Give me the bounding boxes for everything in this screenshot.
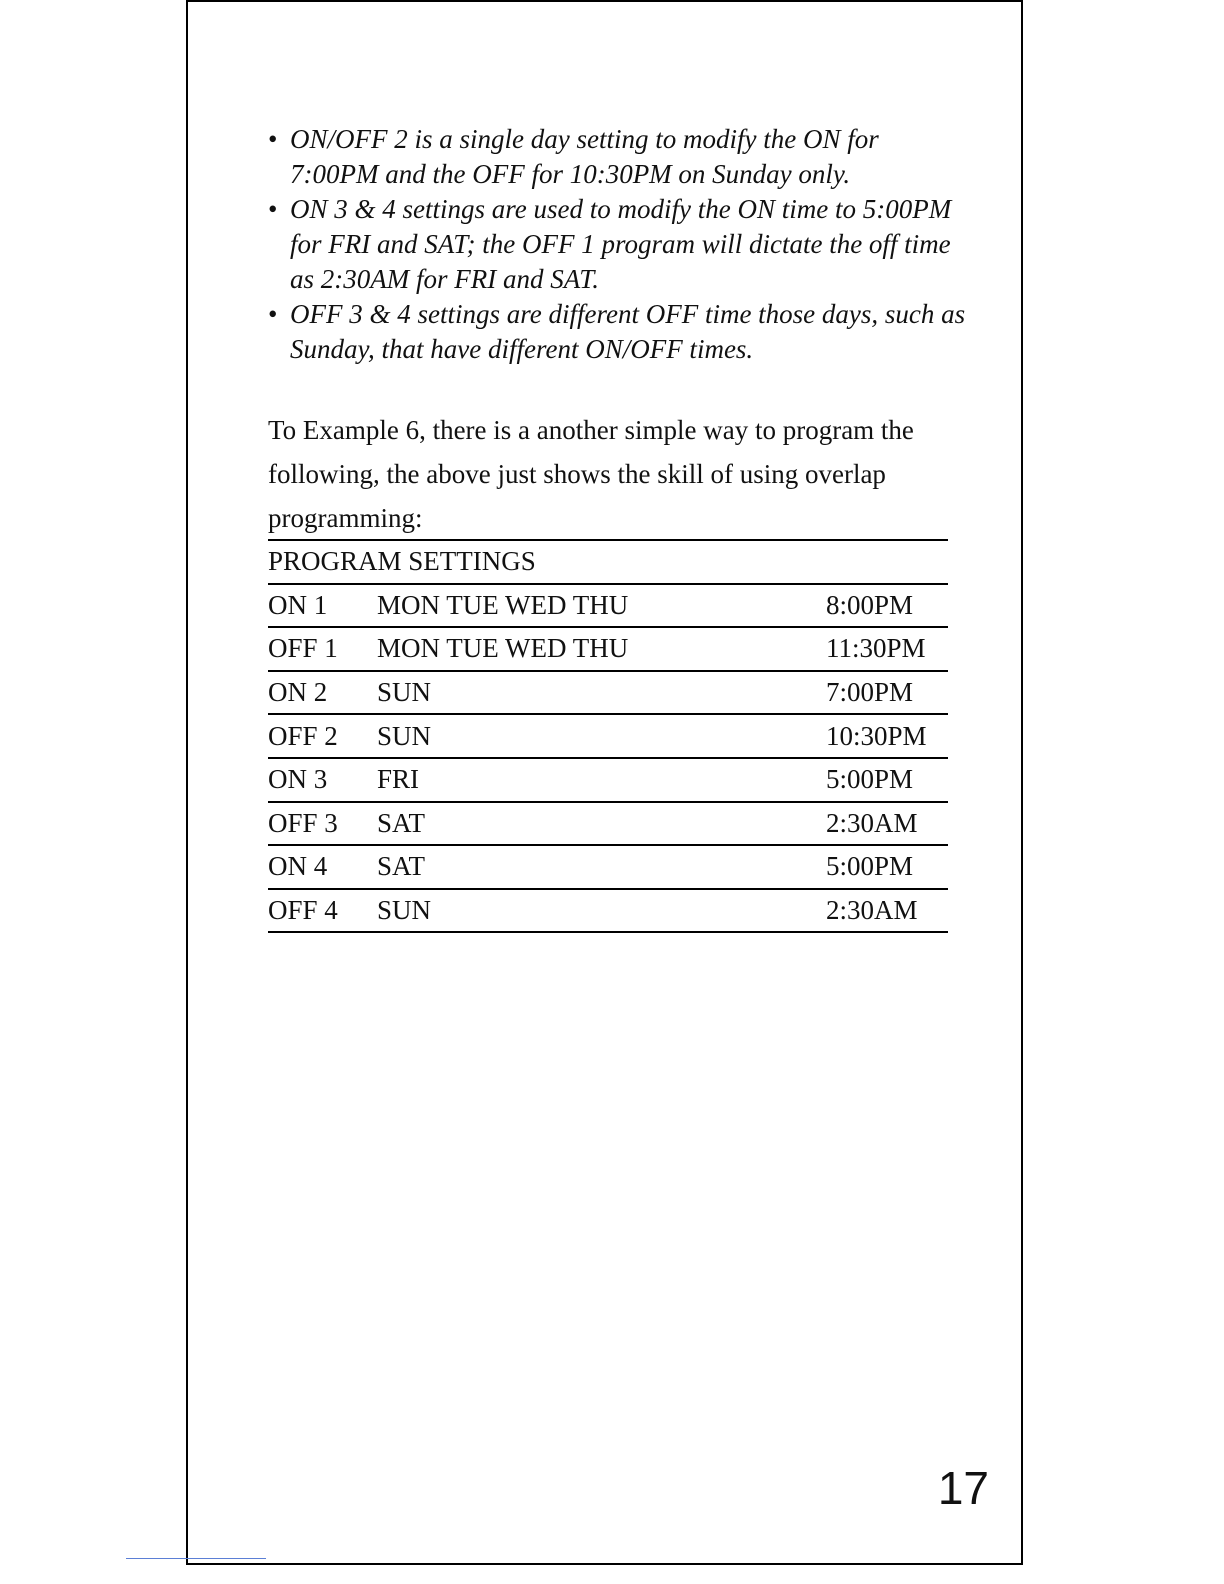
bullet-marker: • (268, 124, 278, 154)
table-row (268, 627, 948, 671)
notes-list (268, 122, 968, 367)
footer-divider (126, 1558, 266, 1559)
note-text: OFF 3 & 4 settings are different OFF time those days, such as Sunday, that have different ON/OFF times. (290, 299, 966, 364)
row-time: 2:30AM (826, 889, 948, 933)
table-header: PROGRAM SETTINGS (268, 540, 948, 584)
row-time: 11:30PM (826, 627, 948, 671)
row-days: MON TUE WED THU (377, 627, 826, 671)
row-label: OFF 2 (268, 714, 377, 758)
bullet-marker: • (268, 299, 278, 329)
row-days: SAT (377, 845, 826, 889)
row-days: SUN (377, 889, 826, 933)
row-label: ON 4 (268, 845, 377, 889)
row-days: SUN (377, 714, 826, 758)
row-days: SUN (377, 671, 826, 715)
note-item (268, 297, 968, 367)
table-row (268, 671, 948, 715)
row-label: OFF 3 (268, 802, 377, 846)
table-header-row (268, 540, 948, 584)
bullet-marker: • (268, 194, 278, 224)
row-time: 5:00PM (826, 758, 948, 802)
table-row (268, 714, 948, 758)
note-item (268, 122, 968, 192)
table-row (268, 758, 948, 802)
row-time: 8:00PM (826, 584, 948, 628)
table-row (268, 802, 948, 846)
row-days: FRI (377, 758, 826, 802)
row-time: 7:00PM (826, 671, 948, 715)
program-settings-table (268, 539, 948, 933)
row-label: OFF 4 (268, 889, 377, 933)
row-label: ON 3 (268, 758, 377, 802)
table-row (268, 845, 948, 889)
row-label: ON 1 (268, 584, 377, 628)
row-time: 2:30AM (826, 802, 948, 846)
note-text: ON 3 & 4 settings are used to modify the ON time to 5:00PM for FRI and SAT; the OFF 1 program will dictate the off time as 2:30AM for FRI and SAT. (290, 194, 952, 294)
page-number: 17 (937, 1462, 989, 1514)
table-row (268, 584, 948, 628)
row-time: 10:30PM (826, 714, 948, 758)
row-time: 5:00PM (826, 845, 948, 889)
row-label: ON 2 (268, 671, 377, 715)
table-row (268, 889, 948, 933)
intro-paragraph: To Example 6, there is a another simple way to program the following, the above just shows the skill of using overlap programming: (268, 415, 914, 533)
note-text: ON/OFF 2 is a single day setting to modify the ON for 7:00PM and the OFF for 10:30PM on Sunday only. (290, 124, 879, 189)
row-days: SAT (377, 802, 826, 846)
row-days: MON TUE WED THU (377, 584, 826, 628)
manual-page (186, 0, 1023, 1565)
row-label: OFF 1 (268, 627, 377, 671)
note-item (268, 192, 968, 297)
